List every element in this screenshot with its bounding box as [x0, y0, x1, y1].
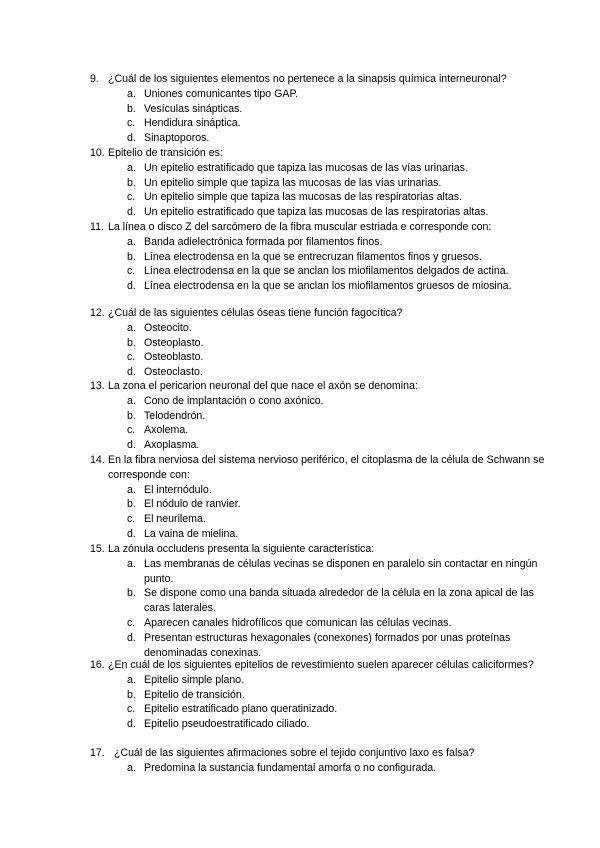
question-17 — [90, 746, 550, 776]
option-b: b. Osteoplasto. — [127, 336, 204, 349]
question-text: ¿En cuál de los siguientes epitelios de revestimiento suelen aparecer células caliciformes? — [108, 659, 534, 671]
option-a: a. Predomina la sustancia fundamental amorfa o no configurada. — [127, 761, 437, 774]
option-c: c. Aparecen canales hidrofílicos que comunican las células vecinas. — [127, 616, 452, 629]
option-c: c. Axolema. — [127, 424, 189, 437]
question-text: ¿Cuál de los siguientes elementos no pertenece a la sinapsis química interneuronal? — [108, 73, 507, 85]
option-a: a. Cono de implantación o cono axónico. — [127, 394, 324, 407]
options-list — [90, 761, 550, 776]
option-b: b. Epitelio de transición. — [127, 688, 245, 701]
question-text: La línea o disco Z del sarcómero de la fibra muscular estriada e corresponde con: — [108, 221, 492, 233]
option-c: c. Hendidura sináptica. — [127, 117, 241, 130]
question-number: 10. — [90, 147, 105, 159]
option-a: a. Un epitelio estratificado que tapiza las mucosas de las vías urinarias. — [127, 161, 468, 174]
options-list — [90, 483, 550, 542]
option-a: a. Uniones comunicantes tipo GAP. — [127, 87, 299, 100]
question-number: 16. — [90, 659, 105, 671]
options-list — [90, 557, 550, 661]
option-a: a. Las membranas de células vecinas se disponen en paralelo sin contactar en ningún punto. — [127, 557, 538, 585]
question-text: ¿Cuál de las siguientes afirmaciones sobre el tejido conjuntivo laxo es falsa? — [114, 747, 475, 759]
option-d: d. Línea electrodensa en la que se anclan los miofilamentos gruesos de miosina. — [127, 280, 512, 293]
question-number: 17. — [90, 747, 105, 759]
question-13 — [90, 379, 550, 453]
option-d: d. Un epitelio estratificado que tapiza las mucosas de las respiratorias altas. — [127, 206, 489, 219]
option-c: c. Epitelio estratificado plano queratinizado. — [127, 703, 338, 716]
option-b: b. Línea electrodensa en la que se entrecruzan filamentos finos y gruesos. — [127, 250, 483, 263]
option-d: d. Presentan estructuras hexagonales (conexones) formados por unas proteínas denominadas conexinas. — [127, 631, 511, 659]
options-list — [90, 87, 550, 146]
question-number: 15. — [90, 543, 105, 555]
option-c: c. El neurilema. — [127, 513, 206, 526]
question-number: 12. — [90, 307, 105, 319]
option-b: b. Telodendrón. — [127, 409, 206, 422]
question-text: ¿Cuál de las siguientes células óseas tiene función fagocítica? — [108, 307, 403, 319]
option-c: c. Osteoblasto. — [127, 351, 204, 364]
option-c: c. Línea electrodensa en la que se anclan los miofilamentos delgados de actina. — [127, 265, 509, 278]
option-d: d. Axoplasma. — [127, 439, 200, 452]
option-a: a. El internódulo. — [127, 483, 212, 496]
question-10 — [90, 146, 550, 220]
question-text: En la fibra nerviosa del sistema nervioso periférico, el citoplasma de la célula de Schwann se corresponde con: — [108, 454, 545, 481]
option-d: d. La vaina de mielina. — [127, 527, 239, 540]
option-b: b. El nódulo de ranvier. — [127, 498, 241, 511]
options-list — [90, 321, 550, 380]
question-text: Epitelio de transición es: — [108, 147, 223, 159]
question-text: La zónula occludens presenta la siguiente característica: — [108, 543, 375, 555]
option-d: d. Osteoclasto. — [127, 366, 203, 379]
question-number: 9. — [90, 73, 99, 85]
question-text: La zona el pericarion neuronal del que nace el axón se denomina: — [108, 380, 418, 392]
option-a: a. Osteocito. — [127, 321, 192, 334]
question-15 — [90, 542, 550, 660]
options-list — [90, 394, 550, 453]
question-9 — [90, 72, 550, 146]
question-14 — [90, 453, 550, 542]
option-c: c. Un epitelio simple que tapiza las mucosas de las respiratorias altas. — [127, 191, 462, 204]
question-16 — [90, 658, 550, 732]
question-number: 11. — [90, 221, 104, 233]
options-list — [90, 673, 550, 732]
option-d: d. Epitelio pseudoestratificado ciliado. — [127, 718, 310, 731]
option-b: b. Vesículas sinápticas. — [127, 102, 243, 115]
question-number: 13. — [90, 380, 105, 392]
option-b: b. Se dispone como una banda situada alrededor de la célula en la zona apical de las caras laterales. — [127, 587, 534, 615]
question-11 — [90, 220, 550, 294]
option-d: d. Sinaptoporos. — [127, 132, 210, 145]
options-list — [90, 235, 550, 294]
option-b: b. Un epitelio simple que tapiza las mucosas de las vías urinarias. — [127, 176, 442, 189]
option-a: a. Banda adielectrónica formada por filamentos finos. — [127, 235, 383, 248]
question-12 — [90, 306, 550, 380]
options-list — [90, 161, 550, 220]
option-a: a. Epitelio simple plano. — [127, 673, 245, 686]
question-number: 14. — [90, 454, 105, 466]
